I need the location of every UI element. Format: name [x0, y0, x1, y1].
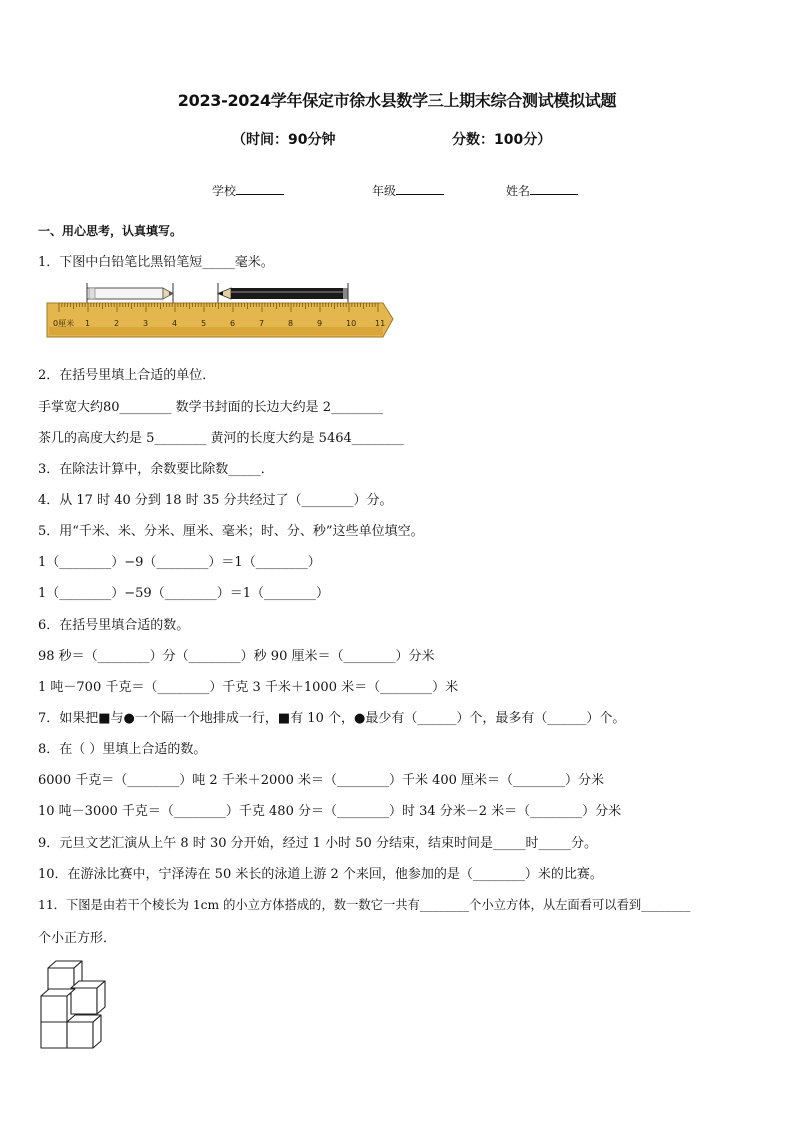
ruler-number: 3 [143, 319, 149, 328]
ruler-number: 1 [85, 319, 91, 328]
question-11-cont: 个小正方形． [38, 931, 117, 946]
question-5: 5．用“千米、米、分米、厘米、毫米；时、分、秒”这些单位填空。 [38, 524, 424, 539]
question-5-row-1: 1（________）−9（________）＝1（________） [38, 555, 321, 570]
exam-time: （时间：90分钟 [232, 132, 336, 148]
question-3: 3．在除法计算中，余数要比除数_____． [38, 462, 274, 477]
question-7: 7．如果把■与●一个隔一个地排成一行，■有 10 个，●最少有（______）个，最多有（______）个。 [38, 711, 626, 726]
ruler-number: 10 [346, 319, 357, 328]
question-8: 8．在（ ）里填上合适的数。 [38, 742, 207, 757]
question-11: 11．下图是由若干个棱长为 1cm 的小立方体搭成的，数一数它一共有________个小立方体，从左面看可以看到________ [38, 898, 691, 912]
question-6-row-2: 1 吨－700 千克＝（________）千克 3 千米＋1000 米＝（________）米 [38, 680, 459, 695]
school-field: 学校 [212, 182, 284, 199]
question-9: 9．元旦文艺汇演从上午 8 时 30 分开始，经过 1 小时 50 分结束，结束时间是_____时_____分。 [38, 836, 597, 851]
grade-field: 年级 [372, 182, 444, 199]
section-heading: 一、用心思考，认真填写。 [38, 224, 183, 238]
ruler-number: 5 [201, 319, 207, 328]
name-field: 姓名 [506, 182, 578, 199]
question-6: 6．在括号里填合适的数。 [38, 618, 190, 633]
question-2-row-1: 手掌宽大约80________ 数学书封面的长边大约是 2________ [38, 400, 384, 415]
question-5-row-2: 1（________）−59（________）＝1（________） [38, 586, 329, 601]
black-pencil [218, 288, 348, 299]
question-10: 10．在游泳比赛中，宁泽涛在 50 米长的泳道上游 2 个来回，他参加的是（________）米的比赛。 [38, 867, 603, 882]
ruler-number: 2 [114, 319, 120, 328]
ruler-number: 6 [230, 319, 236, 328]
ruler-figure [45, 283, 395, 343]
ruler-number: 9 [317, 319, 323, 328]
white-pencil [87, 288, 173, 299]
question-1: 1．下图中白铅笔比黑铅笔短_____毫米。 [38, 255, 274, 270]
exam-title: 2023-2024学年保定市徐水县数学三上期末综合测试模拟试题 [177, 91, 617, 110]
question-4: 4．从 17 时 40 分到 18 时 35 分共经过了（________）分。 [38, 493, 393, 508]
ruler [47, 303, 393, 337]
ruler-number: 11 [375, 319, 386, 328]
ruler-number: 7 [259, 319, 265, 328]
question-8-row-2: 10 吨－3000 千克＝（________）千克 480 分＝（________）时 34 分米－2 米＝（________）分米 [38, 804, 622, 819]
question-2: 2．在括号里填上合适的单位． [38, 368, 216, 383]
ruler-number: 4 [172, 319, 178, 328]
school-blank[interactable] [236, 182, 284, 195]
ruler-zero-label: 0厘米 [53, 319, 75, 328]
question-6-row-1: 98 秒＝（________）分（________）秒 90 厘米＝（________）分米 [38, 649, 435, 664]
exam-score: 分数：100分） [452, 132, 552, 148]
question-8-row-1: 6000 千克＝（________）吨 2 千米＋2000 米＝（________）千米 400 厘米＝（________）分米 [38, 773, 605, 788]
cube-stack-figure [38, 958, 110, 1054]
question-2-row-2: 茶几的高度大约是 5________ 黄河的长度大约是 5464________ [38, 431, 404, 446]
ruler-number: 8 [288, 319, 294, 328]
name-blank[interactable] [530, 182, 578, 195]
grade-blank[interactable] [396, 182, 444, 195]
